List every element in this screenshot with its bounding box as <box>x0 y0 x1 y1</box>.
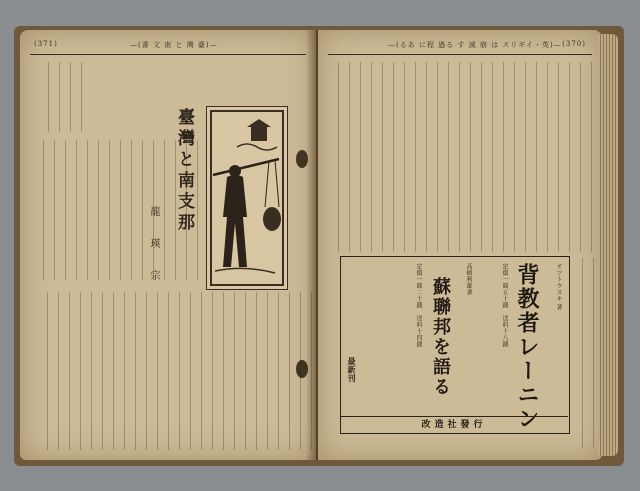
binding-stain <box>296 360 308 378</box>
body-text-block <box>42 292 312 450</box>
ad-book1-title: 背教者レーニン <box>514 263 540 431</box>
body-text-block <box>42 62 82 132</box>
article-author: 龍 瑛 宗 <box>148 206 159 286</box>
right-page-number: (370) <box>562 40 586 48</box>
article-illustration <box>206 106 288 290</box>
right-header-rule <box>328 54 592 55</box>
ad-book1-price: 定價一圓五十錢 送料十八錢 <box>501 263 508 348</box>
left-page-number: (371) <box>34 40 58 48</box>
right-header <box>328 40 592 54</box>
ad-book2-price: 定價一圓二十錢 送料十四錢 <box>415 263 422 348</box>
book-advertisement <box>340 256 570 434</box>
ad-book2-author: 高橋利雄著 <box>465 263 472 296</box>
ad-book1-author: オツトウスキ 著 <box>555 263 562 311</box>
left-header-rule <box>30 54 306 55</box>
ad-new-release-tag: 最新刊 <box>347 357 357 383</box>
article-title: 臺灣と南支那 <box>174 108 194 234</box>
ad-publisher: 改造社發行 <box>340 416 568 433</box>
binding-stain <box>296 150 308 168</box>
illustration-man-carrying-pole-icon <box>207 107 287 289</box>
left-header <box>30 40 306 54</box>
left-running-head: —(書 文 南 と 灣 臺)— <box>130 41 218 49</box>
ad-book2-title: 蘇聯邦を語る <box>430 277 451 397</box>
right-running-head: —(るあ に程 過る す 滅 崩 は スリギイ・英)— <box>388 41 562 49</box>
body-text-block <box>574 258 594 448</box>
page-edges <box>598 34 618 456</box>
body-text-block <box>330 62 592 252</box>
